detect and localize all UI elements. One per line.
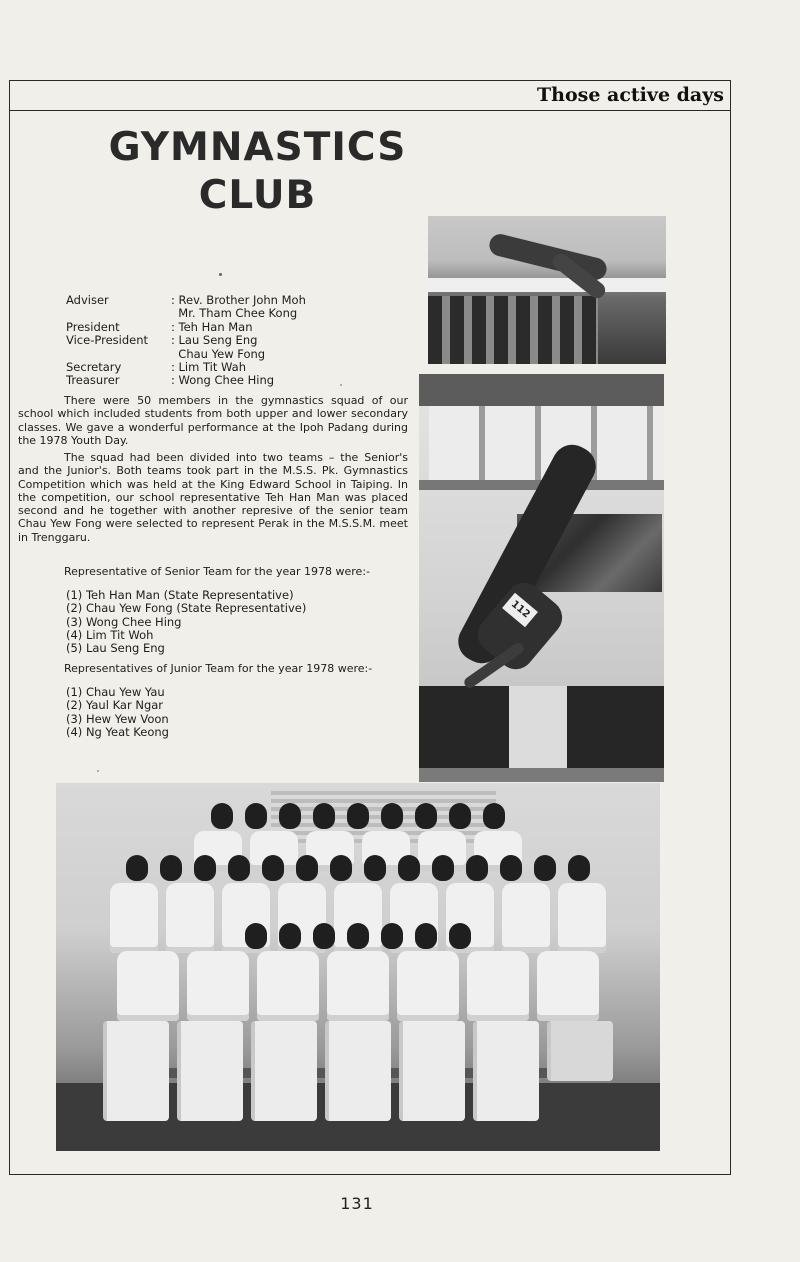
photo-legs bbox=[325, 1021, 391, 1121]
photo-head bbox=[500, 855, 522, 881]
section-label: Those active days bbox=[537, 84, 724, 106]
list-item: (4) Ng Yeat Keong bbox=[66, 724, 169, 739]
junior-team-list bbox=[66, 686, 169, 739]
photo-detail bbox=[419, 768, 664, 782]
officer-role: Secretary bbox=[66, 360, 122, 375]
photo-detail bbox=[428, 296, 598, 364]
photo-head bbox=[347, 923, 369, 949]
photo-head bbox=[415, 803, 437, 829]
photo-detail bbox=[509, 686, 567, 770]
photo-head bbox=[245, 803, 267, 829]
photo-head bbox=[126, 855, 148, 881]
junior-team-intro bbox=[18, 662, 408, 675]
officer-role: Adviser bbox=[66, 293, 109, 307]
photo-head bbox=[364, 855, 386, 881]
photo-head bbox=[449, 923, 471, 949]
photo-body bbox=[467, 951, 529, 1021]
list-item: (1) Chau Yew Yau bbox=[66, 685, 165, 699]
officer-row bbox=[66, 374, 306, 387]
officer-row bbox=[66, 307, 306, 320]
photo-front-row-bodies bbox=[56, 951, 660, 1021]
page-number: 131 bbox=[340, 1194, 374, 1213]
officer-role: President bbox=[66, 319, 120, 334]
photo-head bbox=[228, 855, 250, 881]
header-divider bbox=[9, 110, 731, 111]
officer-row bbox=[66, 348, 306, 361]
photo-head bbox=[296, 855, 318, 881]
photo-detail bbox=[428, 278, 666, 292]
photo-legs bbox=[399, 1021, 465, 1121]
photo-head bbox=[381, 803, 403, 829]
officer-name: Mr. Tham Chee Kong bbox=[171, 306, 298, 321]
photo-head bbox=[347, 803, 369, 829]
photo-head bbox=[466, 855, 488, 881]
officer-name: : Teh Han Man bbox=[171, 319, 253, 334]
officer-name: : Lau Seng Eng bbox=[171, 333, 258, 348]
list-item: (2) Yaul Kar Ngar bbox=[66, 698, 164, 713]
officer-role: Treasurer bbox=[66, 373, 120, 388]
photo-head bbox=[330, 855, 352, 881]
officer-name: : Wong Chee Hing bbox=[171, 373, 275, 388]
list-item: (4) Lim Tit Woh bbox=[66, 627, 154, 642]
paragraph-intro-text: There were 50 members in the gymnastics squad of our school which included students from both upper and lower secondary classes. We gave a wonderful performance at the Ipoh Padang during the 1978 Youth Day. bbox=[18, 394, 408, 447]
photo-parallel-bars bbox=[428, 216, 666, 364]
officer-name: : Rev. Brother John Moh bbox=[171, 293, 306, 307]
photo-body bbox=[537, 951, 599, 1021]
photo-legs bbox=[103, 1021, 169, 1121]
photo-head bbox=[211, 803, 233, 829]
officer-name: Chau Yew Fong bbox=[171, 346, 266, 361]
photo-head bbox=[432, 855, 454, 881]
photo-head bbox=[483, 803, 505, 829]
print-speck bbox=[219, 273, 222, 276]
officer-row bbox=[66, 361, 306, 374]
photo-head bbox=[279, 803, 301, 829]
officer-role: Vice-President bbox=[66, 333, 148, 348]
photo-middle-row bbox=[56, 855, 660, 881]
photo-head bbox=[194, 855, 216, 881]
photo-head bbox=[415, 923, 437, 949]
photo-legs bbox=[177, 1021, 243, 1121]
photo-head bbox=[262, 855, 284, 881]
officer-row bbox=[66, 321, 306, 334]
photo-body bbox=[187, 951, 249, 1021]
photo-legs bbox=[251, 1021, 317, 1121]
photo-group-portrait bbox=[56, 783, 660, 1151]
officer-name: : Lim Tit Wah bbox=[171, 360, 246, 375]
photo-head bbox=[313, 803, 335, 829]
photo-head bbox=[245, 923, 267, 949]
photo-head bbox=[568, 855, 590, 881]
senior-team-intro bbox=[18, 565, 408, 578]
list-item: (1) Teh Han Man (State Representative) bbox=[66, 588, 294, 602]
list-item: (3) Hew Yew Voon bbox=[66, 711, 169, 726]
list-item: (5) Lau Seng Eng bbox=[66, 641, 165, 656]
officer-role bbox=[66, 307, 171, 320]
officers-list bbox=[66, 294, 306, 388]
officer-row bbox=[66, 334, 306, 347]
print-speck bbox=[97, 770, 99, 772]
print-speck bbox=[340, 384, 342, 386]
photo-body bbox=[257, 951, 319, 1021]
photo-head bbox=[381, 923, 403, 949]
photo-head bbox=[279, 923, 301, 949]
photo-front-row-legs bbox=[56, 1021, 660, 1121]
officer-role bbox=[66, 348, 171, 361]
paragraph-intro bbox=[18, 394, 408, 447]
paragraph-competition-text: The squad had been divided into two teams – the Senior's and the Junior's. Both teams took part in the M.S.S. Pk. Gymnastics Competition which was held at the King Edward School in Taiping. In the competition, our school representative Teh Han Man was placed second and he together with another represive of the senior team Chau Yew Fong were selected to represent Perak in the M.S.S.M. meet in Trenggaru. bbox=[18, 451, 408, 544]
photo-legs bbox=[547, 1021, 613, 1081]
bib-number: 112 bbox=[508, 598, 532, 621]
junior-team-intro-text: Representatives of Junior Team for the year 1978 were:- bbox=[64, 662, 373, 675]
photo-body bbox=[117, 951, 179, 1021]
photo-handstand bbox=[419, 374, 664, 782]
photo-head bbox=[534, 855, 556, 881]
photo-legs bbox=[473, 1021, 539, 1121]
photo-detail bbox=[419, 374, 664, 406]
club-title-line1: GYMNASTICS bbox=[108, 125, 407, 170]
officer-row bbox=[66, 294, 306, 307]
photo-head bbox=[398, 855, 420, 881]
club-title-line2: CLUB bbox=[198, 173, 317, 218]
photo-head bbox=[160, 855, 182, 881]
photo-head bbox=[449, 803, 471, 829]
photo-body bbox=[397, 951, 459, 1021]
photo-front-row bbox=[56, 923, 660, 949]
photo-body bbox=[327, 951, 389, 1021]
list-item: (2) Chau Yew Fong (State Representative) bbox=[66, 601, 307, 616]
senior-team-intro-text: Representative of Senior Team for the year 1978 were:- bbox=[64, 565, 370, 578]
list-item: (3) Wong Chee Hing bbox=[66, 614, 182, 629]
paragraph-competition bbox=[18, 451, 408, 544]
senior-team-list bbox=[66, 589, 306, 655]
photo-back-row bbox=[56, 803, 660, 829]
photo-head bbox=[313, 923, 335, 949]
